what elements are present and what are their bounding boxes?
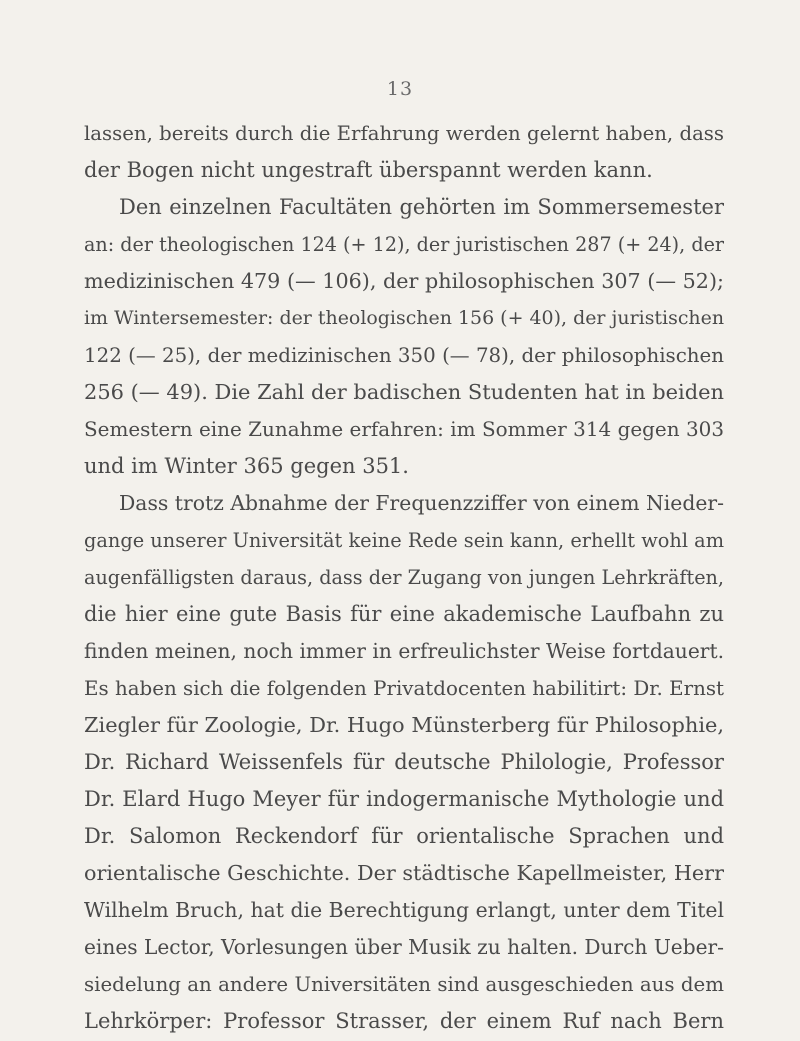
body-text <box>84 115 724 1040</box>
text-line: Semestern eine Zunahme erfahren: im Sommer 314 gegen 303 <box>84 417 724 441</box>
text-line: eines Lector, Vorlesungen über Musik zu halten. Durch Ueber- <box>84 935 724 959</box>
text-line: Es haben sich die folgenden Privatdocenten habilitirt: Dr. Ernst <box>84 677 724 700</box>
text-line: lassen, bereits durch die Erfahrung werden gelernt haben, dass <box>84 122 724 145</box>
text-line: Dr. Elard Hugo Meyer für indogermanische Mythologie und <box>84 787 724 811</box>
text-line: Den einzelnen Facultäten gehörten im Sommersemester <box>119 195 724 219</box>
text-line: 256 (— 49). Die Zahl der badischen Studenten hat in beiden <box>84 380 724 404</box>
text-line: die hier eine gute Basis für eine akademische Laufbahn zu <box>84 602 724 626</box>
text-line: Wilhelm Bruch, hat die Berechtigung erlangt, unter dem Titel <box>84 898 724 922</box>
text-line: medizinischen 479 (— 106), der philosophischen 307 (— 52); <box>84 269 724 293</box>
text-line: an: der theologischen 124 (+ 12), der juristischen 287 (+ 24), der <box>84 233 724 256</box>
text-line: und im Winter 365 gegen 351. <box>84 454 409 478</box>
text-line: Lehrkörper: Professor Strasser, der einem Ruf nach Bern <box>84 1009 724 1033</box>
text-line: orientalische Geschichte. Der städtische Kapellmeister, Herr <box>84 861 724 885</box>
text-line: 122 (— 25), der medizinischen 350 (— 78), der philosophischen <box>84 344 724 367</box>
text-line: finden meinen, noch immer in erfreulichster Weise fortdauert. <box>84 639 724 663</box>
text-line: Dr. Richard Weissenfels für deutsche Philologie, Professor <box>84 750 724 774</box>
text-line: augenfälligsten daraus, dass der Zugang von jungen Lehrkräften, <box>84 566 724 589</box>
text-line: siedelung an andere Universitäten sind ausgeschieden aus dem <box>84 973 724 996</box>
text-line: Dass trotz Abnahme der Frequenzziffer von einem Nieder- <box>119 491 724 515</box>
text-line: Dr. Salomon Reckendorf für orientalische Sprachen und <box>84 824 724 848</box>
text-line: im Wintersemester: der theologischen 156 (+ 40), der juristischen <box>84 307 724 329</box>
page-number: 13 <box>386 78 414 100</box>
text-line: Ziegler für Zoologie, Dr. Hugo Münsterberg für Philosophie, <box>84 713 724 737</box>
text-line: der Bogen nicht ungestraft überspannt werden kann. <box>84 158 653 182</box>
text-line: gange unserer Universität keine Rede sein kann, erhellt wohl am <box>84 529 724 552</box>
